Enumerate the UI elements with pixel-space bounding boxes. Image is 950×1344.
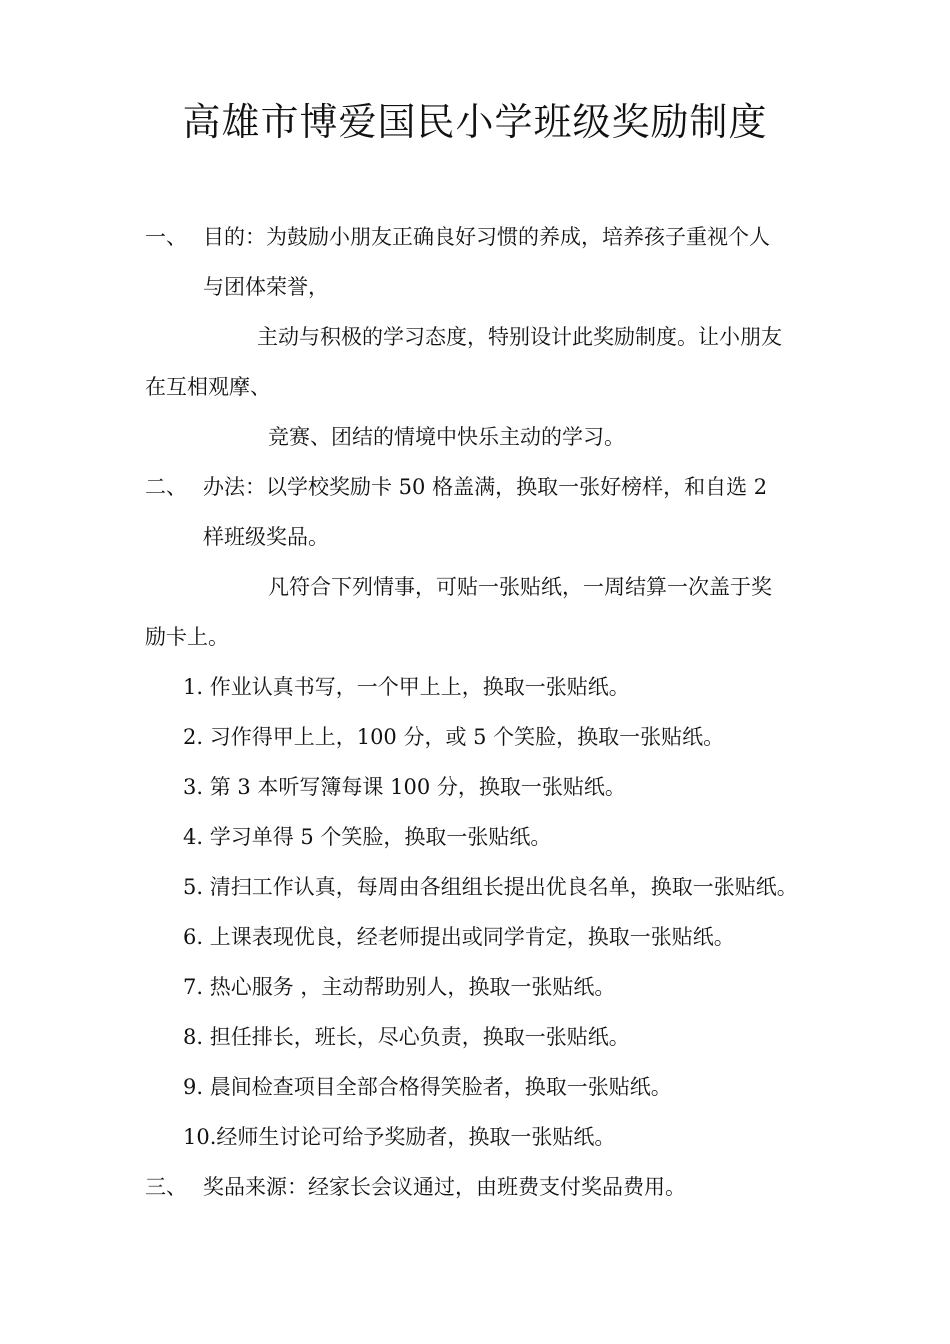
section-1-line-4: 在互相观摩、 [145,375,271,399]
section-1-line-2: 与团体荣誉， [203,275,329,299]
document-title: 高雄市博爱国民小学班级奖励制度 [182,100,768,144]
section-2-line-4: 励卡上。 [145,625,229,649]
section-1-line-3: 主动与积极的学习态度，特别设计此奖励制度。让小朋友 [257,325,782,349]
section-3-line-1: 奖品来源：经家长会议通过，由班费支付奖品费用。 [203,1175,686,1199]
section-1-line-1: 目的：为鼓励小朋友正确良好习惯的养成，培养孩子重视个人 [203,225,770,249]
list-item: 1. 作业认真书写，一个甲上上，换取一张贴纸。 [183,675,630,699]
list-item: 8. 担任排长，班长，尽心负责，换取一张贴纸。 [183,1025,630,1049]
list-item: 7. 热心服务 ，主动帮助别人，换取一张贴纸。 [183,975,616,999]
section-3-number: 三、 [145,1175,187,1199]
list-item: 9. 晨间检查项目全部合格得笑脸者，换取一张贴纸。 [183,1075,672,1099]
list-item: 2. 习作得甲上上，100 分，或 5 个笑脸，换取一张贴纸。 [183,725,725,749]
section-1-number: 一、 [145,225,187,249]
list-item: 5. 清扫工作认真，每周由各组组长提出优良名单，换取一张贴纸。 [183,875,798,899]
section-2-line-2: 样班级奖品。 [203,525,329,549]
list-item: 6. 上课表现优良，经老师提出或同学肯定，换取一张贴纸。 [183,925,735,949]
section-2-line-3: 凡符合下列情事，可贴一张贴纸，一周结算一次盖于奖 [268,575,772,599]
list-item: 4. 学习单得 5 个笑脸，换取一张贴纸。 [183,825,552,849]
list-item: 10.经师生讨论可给予奖励者，换取一张贴纸。 [183,1125,616,1149]
section-2-line-1: 办法：以学校奖励卡 50 格盖满，换取一张好榜样，和自选 2 [203,475,768,499]
section-2-number: 二、 [145,475,187,499]
list-item: 3. 第 3 本听写簿每课 100 分，换取一张贴纸。 [183,775,626,799]
section-1-line-5: 竞赛、团结的情境中快乐主动的学习。 [268,425,625,449]
